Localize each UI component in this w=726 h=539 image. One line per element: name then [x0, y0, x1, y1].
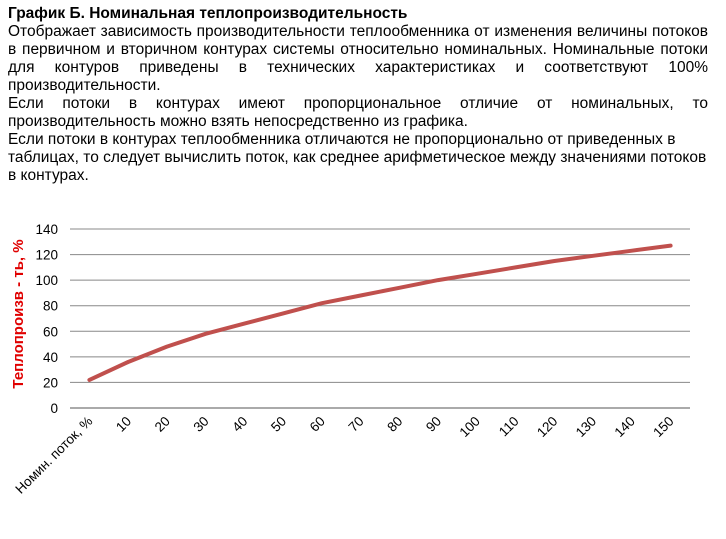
y-tick-label: 140 [35, 222, 58, 237]
x-tick-label: 120 [533, 413, 561, 441]
x-tick-label: 130 [572, 413, 600, 441]
chart-title: График Б. Номинальная теплопроизводительность [8, 5, 408, 22]
x-axis-ticks [12, 414, 676, 497]
x-tick-label: 60 [306, 413, 328, 435]
x-tick-label: 150 [650, 413, 677, 441]
y-axis-ticks [35, 222, 58, 416]
x-tick-label: 140 [611, 413, 638, 441]
y-axis-label: Теплопроизв - ть, % [10, 239, 27, 389]
description-paragraph-2: Если потоки в контурах имеют пропорциональное отличие от номинальных, то производительность можно взять непосредственно из графика. [8, 95, 708, 130]
x-tick-label: 30 [190, 413, 212, 435]
x-tick-label: 110 [495, 413, 522, 440]
x-tick-label: 100 [456, 413, 483, 441]
description-paragraph-1: Отображает зависимость производительности теплообменника от изменения величины потоков в первичном и вторичном контурах системы относительно номинальных. Номинальные потоки для контуров приведены в технических характеристиках и соответствуют 100% производительности. [8, 23, 708, 94]
description-paragraph-3: Если потоки в контурах теплообменника отличаются не пропорционально от приведенных в таблицах, то следует вычислить поток, как среднее арифметическое между значениями потоков в контурах. [8, 131, 707, 184]
x-tick-label: 50 [268, 413, 290, 435]
x-tick-label: 70 [345, 413, 367, 435]
y-tick-label: 60 [42, 324, 58, 340]
y-tick-label: 100 [35, 273, 58, 289]
y-tick-label: 40 [42, 349, 58, 365]
x-tick-label: 20 [151, 413, 173, 435]
y-tick-label: 80 [42, 298, 58, 314]
x-tick-label: 80 [384, 413, 406, 435]
x-tick-label: 40 [229, 413, 251, 435]
y-tick-label: 0 [50, 401, 58, 416]
x-tick-label: 10 [113, 413, 135, 435]
x-axis-label: Номин. поток, % [12, 413, 96, 497]
y-tick-label: 120 [35, 247, 58, 263]
x-tick-label: 90 [423, 413, 445, 435]
y-tick-label: 20 [42, 375, 58, 391]
series-line [89, 246, 670, 380]
